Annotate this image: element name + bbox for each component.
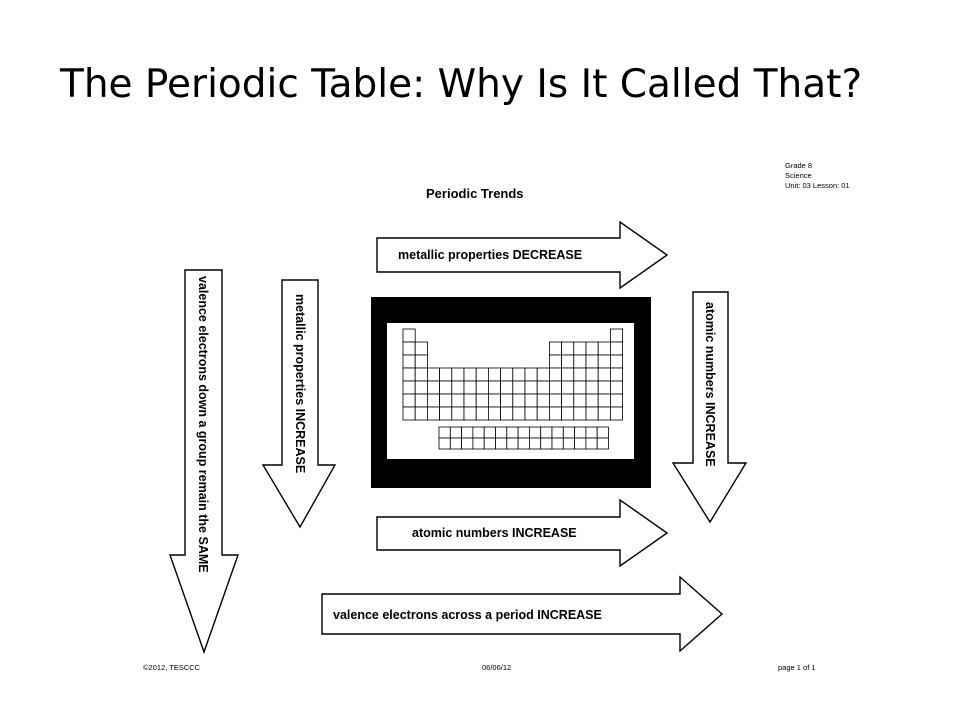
element-cell bbox=[452, 394, 464, 407]
element-cell bbox=[586, 355, 598, 368]
element-cell bbox=[610, 368, 622, 381]
element-cell bbox=[403, 329, 415, 342]
f-block-cell bbox=[518, 427, 529, 438]
element-cell bbox=[403, 355, 415, 368]
document-heading: Periodic Trends bbox=[426, 186, 524, 201]
element-cell bbox=[598, 342, 610, 355]
element-cell bbox=[415, 407, 427, 420]
element-cell bbox=[464, 394, 476, 407]
element-cell bbox=[427, 381, 439, 394]
element-cell bbox=[488, 407, 500, 420]
f-block-cell bbox=[496, 438, 507, 449]
element-cell bbox=[403, 368, 415, 381]
element-cell bbox=[574, 394, 586, 407]
element-cell bbox=[537, 368, 549, 381]
element-cell bbox=[610, 355, 622, 368]
f-block-cell bbox=[586, 438, 597, 449]
f-block-cell bbox=[575, 427, 586, 438]
element-cell bbox=[452, 381, 464, 394]
element-cell bbox=[440, 381, 452, 394]
f-block-cell bbox=[507, 438, 518, 449]
element-cell bbox=[415, 342, 427, 355]
element-cell bbox=[610, 342, 622, 355]
f-block-cell bbox=[496, 427, 507, 438]
element-cell bbox=[525, 394, 537, 407]
element-cell bbox=[403, 394, 415, 407]
meta-grade: Grade 8 bbox=[785, 161, 813, 170]
arrow-valence-across bbox=[322, 577, 722, 651]
element-cell bbox=[488, 368, 500, 381]
meta-unit-lesson: Unit: 03 Lesson: 01 bbox=[785, 181, 850, 190]
arrow-atomic-increase-vertical-label: atomic numbers INCREASE bbox=[703, 302, 717, 467]
f-block-cell bbox=[450, 438, 461, 449]
element-cell bbox=[549, 342, 561, 355]
arrow-atomic-increase-horizontal bbox=[377, 500, 667, 566]
arrow-metallic-decrease bbox=[377, 222, 667, 288]
element-cell bbox=[574, 355, 586, 368]
f-block-cell bbox=[439, 427, 450, 438]
f-block-cell bbox=[507, 427, 518, 438]
element-cell bbox=[415, 355, 427, 368]
element-cell bbox=[586, 368, 598, 381]
element-cell bbox=[513, 394, 525, 407]
arrow-metallic-increase-label: metallic properties INCREASE bbox=[293, 294, 307, 474]
element-cell bbox=[440, 394, 452, 407]
f-block-cell bbox=[563, 438, 574, 449]
f-block-cell bbox=[484, 438, 495, 449]
element-cell bbox=[440, 368, 452, 381]
element-cell bbox=[501, 381, 513, 394]
element-cell bbox=[598, 394, 610, 407]
f-block-cell bbox=[529, 438, 540, 449]
f-block-cell bbox=[518, 438, 529, 449]
element-cell bbox=[598, 368, 610, 381]
element-cell bbox=[549, 407, 561, 420]
f-block-cell bbox=[586, 427, 597, 438]
element-cell bbox=[525, 381, 537, 394]
element-cell bbox=[537, 394, 549, 407]
element-cell bbox=[562, 381, 574, 394]
element-cell bbox=[501, 368, 513, 381]
slide-title: The Periodic Table: Why Is It Called That? bbox=[60, 62, 863, 107]
f-block-cell bbox=[541, 427, 552, 438]
element-cell bbox=[415, 368, 427, 381]
f-block-cell bbox=[552, 438, 563, 449]
f-block-cell bbox=[450, 427, 461, 438]
element-cell bbox=[501, 407, 513, 420]
arrow-valence-across-label: valence electrons across a period INCREASE bbox=[333, 608, 602, 622]
element-cell bbox=[586, 407, 598, 420]
element-cell bbox=[598, 407, 610, 420]
element-cell bbox=[549, 368, 561, 381]
element-cell bbox=[586, 394, 598, 407]
element-cell bbox=[610, 407, 622, 420]
periodic-table-image bbox=[371, 297, 651, 488]
arrow-valence-down-label: valence electrons down a group remain the SAME bbox=[196, 276, 210, 573]
element-cell bbox=[427, 394, 439, 407]
f-block-cell bbox=[484, 427, 495, 438]
element-cell bbox=[452, 407, 464, 420]
element-cell bbox=[501, 394, 513, 407]
element-cell bbox=[574, 381, 586, 394]
periodic-table-f-block bbox=[439, 427, 609, 449]
element-cell bbox=[562, 368, 574, 381]
element-cell bbox=[610, 394, 622, 407]
element-cell bbox=[403, 381, 415, 394]
arrow-metallic-increase bbox=[263, 280, 335, 527]
element-cell bbox=[562, 407, 574, 420]
f-block-cell bbox=[597, 438, 608, 449]
element-cell bbox=[574, 342, 586, 355]
f-block-cell bbox=[439, 438, 450, 449]
element-cell bbox=[562, 355, 574, 368]
f-block-cell bbox=[541, 438, 552, 449]
element-cell bbox=[464, 368, 476, 381]
element-cell bbox=[488, 381, 500, 394]
f-block-cell bbox=[529, 427, 540, 438]
element-cell bbox=[513, 368, 525, 381]
element-cell bbox=[562, 394, 574, 407]
element-cell bbox=[476, 394, 488, 407]
f-block-cell bbox=[473, 427, 484, 438]
element-cell bbox=[403, 407, 415, 420]
element-cell bbox=[488, 394, 500, 407]
element-cell bbox=[537, 381, 549, 394]
element-cell bbox=[476, 368, 488, 381]
arrow-atomic-increase-vertical bbox=[673, 292, 746, 522]
f-block-cell bbox=[473, 438, 484, 449]
element-cell bbox=[513, 407, 525, 420]
element-cell bbox=[610, 329, 622, 342]
element-cell bbox=[537, 407, 549, 420]
element-cell bbox=[598, 381, 610, 394]
element-cell bbox=[525, 368, 537, 381]
element-cell bbox=[427, 407, 439, 420]
footer-copyright: ©2012, TESCCC bbox=[143, 663, 201, 672]
f-block-cell bbox=[597, 427, 608, 438]
f-block-cell bbox=[462, 427, 473, 438]
element-cell bbox=[464, 381, 476, 394]
element-cell bbox=[427, 368, 439, 381]
element-cell bbox=[513, 381, 525, 394]
element-cell bbox=[598, 355, 610, 368]
element-cell bbox=[476, 407, 488, 420]
element-cell bbox=[476, 381, 488, 394]
arrow-valence-down bbox=[170, 270, 238, 652]
arrow-atomic-increase-horizontal-label: atomic numbers INCREASE bbox=[412, 526, 577, 540]
element-cell bbox=[403, 342, 415, 355]
f-block-cell bbox=[552, 427, 563, 438]
meta-subject: Science bbox=[785, 171, 812, 180]
footer-date: 06/06/12 bbox=[482, 663, 512, 672]
element-cell bbox=[549, 355, 561, 368]
element-cell bbox=[415, 381, 427, 394]
element-cell bbox=[549, 381, 561, 394]
element-cell bbox=[525, 407, 537, 420]
f-block-cell bbox=[462, 438, 473, 449]
element-cell bbox=[574, 407, 586, 420]
f-block-cell bbox=[575, 438, 586, 449]
f-block-cell bbox=[563, 427, 574, 438]
element-cell bbox=[610, 381, 622, 394]
element-cell bbox=[464, 407, 476, 420]
arrow-metallic-decrease-label: metallic properties DECREASE bbox=[398, 248, 583, 262]
element-cell bbox=[415, 394, 427, 407]
element-cell bbox=[586, 342, 598, 355]
element-cell bbox=[574, 368, 586, 381]
footer-page: page 1 of 1 bbox=[778, 663, 816, 672]
element-cell bbox=[549, 394, 561, 407]
element-cell bbox=[440, 407, 452, 420]
element-cell bbox=[452, 368, 464, 381]
element-cell bbox=[586, 381, 598, 394]
element-cell bbox=[562, 342, 574, 355]
